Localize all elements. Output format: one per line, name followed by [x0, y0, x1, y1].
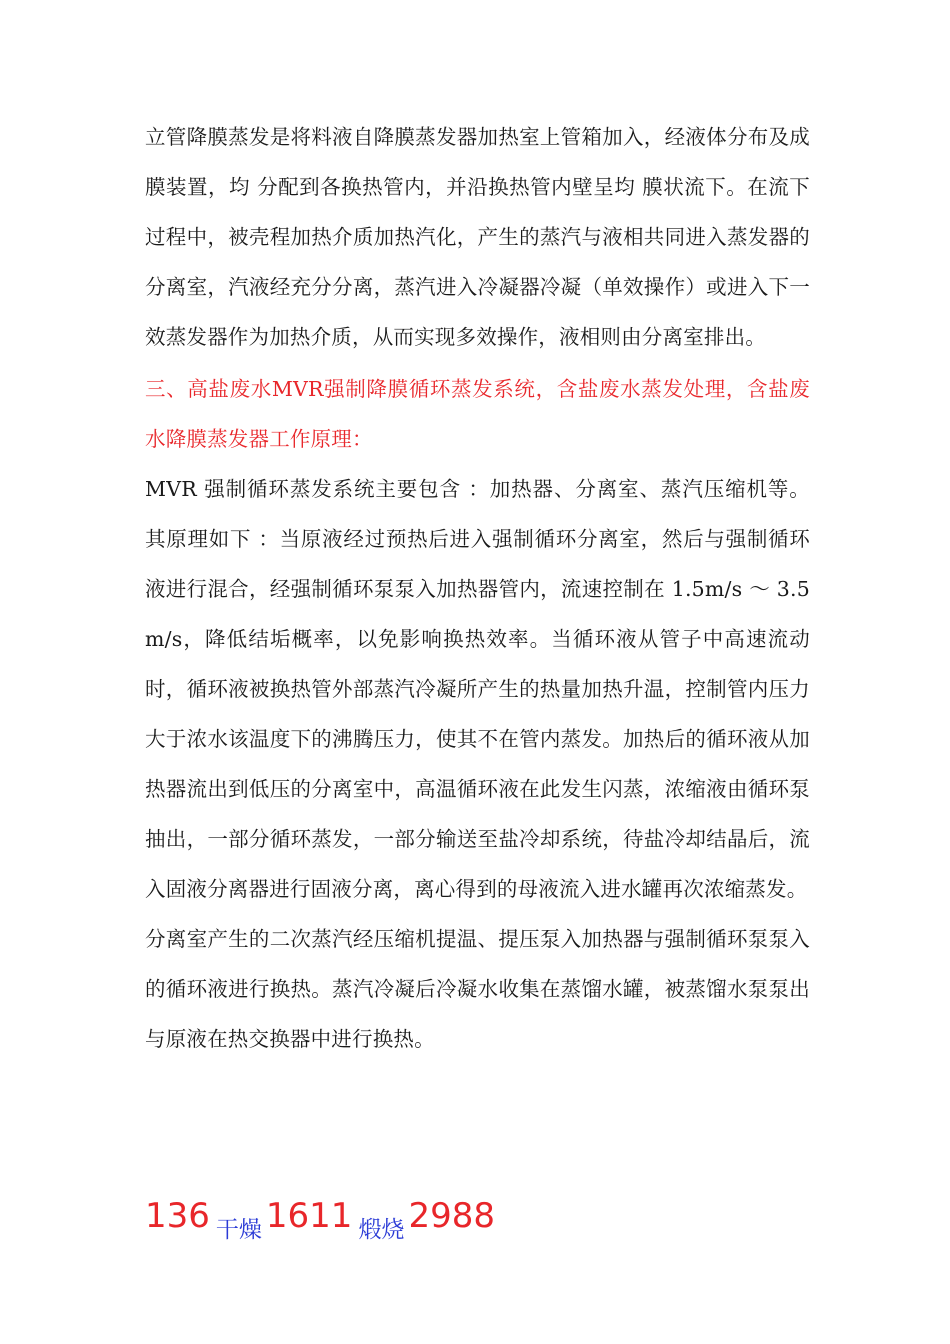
phone-word-2: 煅烧: [358, 1217, 405, 1243]
contact-phone: [145, 1196, 745, 1256]
paragraph-falling-film-intro: 立管降膜蒸发是将料液自降膜蒸发器加热室上管箱加入，经液体分布及成膜装置，均 分配到各换热管内，并沿换热管内壁呈均 膜状流下。在流下过程中，被壳程加热介质加热汽化，产生的蒸汽与液相共同进入蒸发器的分离室，汽液经充分分离，蒸汽进入冷凝器冷凝（单效操作）或进入下一效蒸发器作为加热介质，从而实现多效操作，液相则由分离室排出。: [145, 125, 810, 349]
section-heading-3: 三、高盐废水MVR强制降膜循环蒸发系统，含盐废水蒸发处理，含盐废水降膜蒸发器工作原理：: [145, 377, 810, 451]
phone-part-1: 136: [145, 1196, 210, 1236]
phone-part-2: 1611: [265, 1196, 353, 1236]
phone-part-3: 2988: [408, 1196, 495, 1236]
paragraph-mvr-principle: MVR 强制循环蒸发系统主要包含 ：加热器、分离室、蒸汽压缩机等。其原理如下 ：当原液经过预热后进入强制循环分离室，然后与强制循环液进行混合，经强制循环泵泵入加热器管内，流速控制在 1.5m/s ～ 3.5m/s，降低结垢概率，以免影响换热效率。当循环液从管子中高速流动时，循环液被换热管外部蒸汽冷凝所产生的热量加热升温，控制管内压力大于浓水该温度下的沸腾压力，使其不在管内蒸发。加热后的循环液从加热器流出到低压的分离室中，高温循环液在此发生闪蒸，浓缩液由循环泵抽出，一部分循环蒸发，一部分输送至盐冷却系统，待盐冷却结晶后，流入固液分离器进行固液分离，离心得到的母液流入进水罐再次浓缩蒸发。: [145, 477, 810, 901]
document-body: [145, 112, 810, 1064]
phone-word-1: 干燥: [215, 1217, 262, 1243]
paragraph-secondary-steam: 分离室产生的二次蒸汽经压缩机提温、提压泵入加热器与强制循环泵泵入的循环液进行换热。蒸汽冷凝后冷凝水收集在蒸馏水罐，被蒸馏水泵泵出与原液在热交换器中进行换热。: [145, 927, 810, 1051]
